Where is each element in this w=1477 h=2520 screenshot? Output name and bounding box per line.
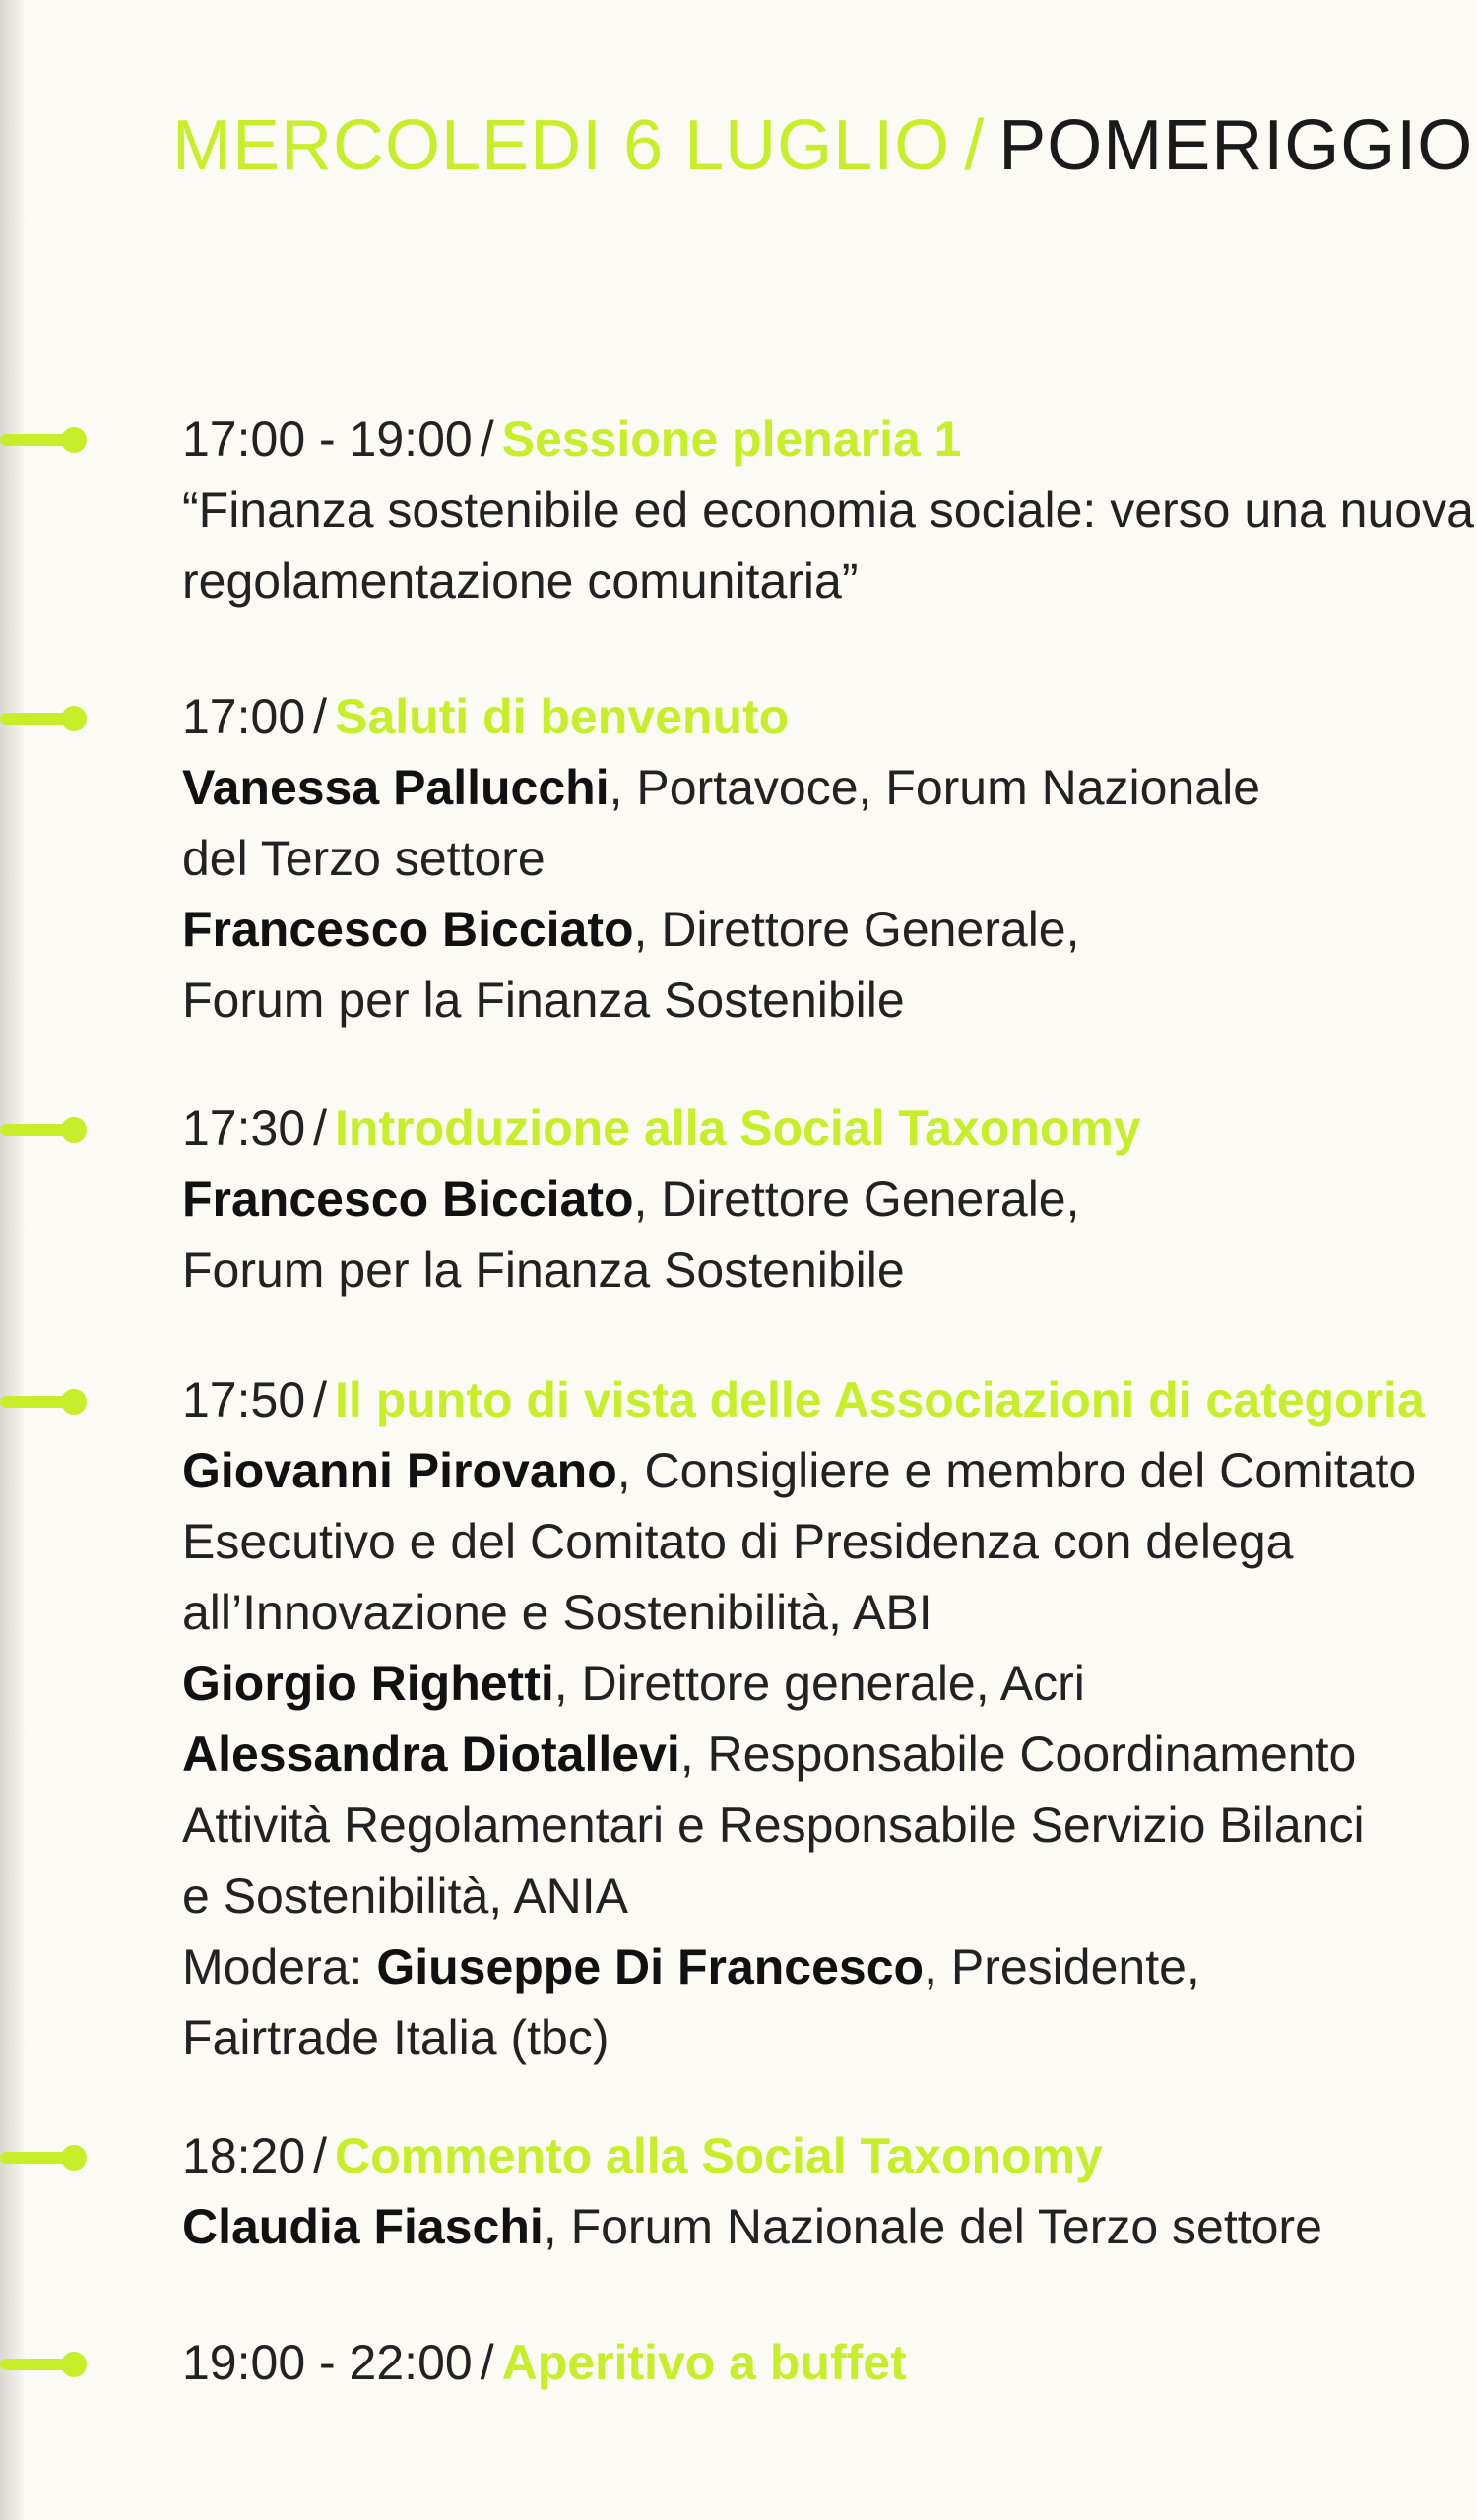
speaker-role: , Forum Nazionale del Terzo settore <box>543 2199 1322 2254</box>
speaker-role: Attività Regolamentari e Responsabile Servizio Bilanci <box>182 1797 1365 1853</box>
moderator-prefix: Modera: <box>182 1939 377 1994</box>
event-description: “Finanza sostenibile ed economia sociale: verso una nuova <box>182 482 1474 537</box>
speaker-name: Vanessa Pallucchi <box>182 760 610 815</box>
event-aperitif <box>182 2327 1452 2398</box>
speaker-name: Giorgio Righetti <box>182 1656 554 1711</box>
event-time: 17:50 <box>182 1372 306 1427</box>
timeline-marker-icon <box>0 434 79 446</box>
speaker-role: , Responsabile Coordinamento <box>679 1727 1357 1782</box>
event-time: 17:30 <box>182 1101 306 1156</box>
event-plenary-session <box>182 404 1474 616</box>
speaker-role: del Terzo settore <box>182 831 546 886</box>
event-title: Sessione plenaria 1 <box>501 411 962 467</box>
speaker-name: Francesco Bicciato <box>182 1171 634 1227</box>
timeline-marker-icon <box>0 2152 79 2164</box>
speaker-role: all’Innovazione e Sostenibilità, ABI <box>182 1585 932 1640</box>
page-title <box>172 106 1474 185</box>
event-comment <box>182 2120 1452 2262</box>
event-time: 17:00 <box>182 689 306 744</box>
event-associations <box>182 1364 1452 2073</box>
event-title: Saluti di benvenuto <box>335 689 790 744</box>
event-separator: / <box>313 1101 328 1156</box>
title-day: MERCOLEDI 6 LUGLIO <box>172 106 951 185</box>
page-edge <box>0 0 26 2520</box>
speaker-name: Alessandra Diotallevi <box>182 1727 680 1782</box>
event-separator: / <box>480 411 494 467</box>
event-description: regolamentazione comunitaria” <box>182 553 859 608</box>
event-separator: / <box>313 689 328 744</box>
timeline-marker-icon <box>0 2359 79 2370</box>
timeline-marker-icon <box>0 1124 79 1136</box>
event-title: Il punto di vista delle Associazioni di categoria <box>335 1372 1425 1427</box>
title-period: POMERIGGIO <box>998 106 1474 185</box>
moderator-role: Fairtrade Italia (tbc) <box>182 2010 610 2065</box>
timeline-marker-icon <box>0 1396 79 1408</box>
speaker-role: , Direttore generale, Acri <box>553 1656 1085 1711</box>
title-separator: / <box>964 106 986 185</box>
speaker-role: Forum per la Finanza Sostenibile <box>182 973 905 1028</box>
speaker-role: , Direttore Generale, <box>633 902 1080 957</box>
moderator-name: Giuseppe Di Francesco <box>376 1939 925 1994</box>
event-separator: / <box>480 2335 494 2390</box>
speaker-name: Giovanni Pirovano <box>182 1443 617 1498</box>
event-separator: / <box>313 2128 328 2183</box>
speaker-role: e Sostenibilità, ANIA <box>182 1868 629 1923</box>
speaker-name: Francesco Bicciato <box>182 902 634 957</box>
speaker-role: , Direttore Generale, <box>633 1171 1080 1227</box>
speaker-role: , Portavoce, Forum Nazionale <box>609 760 1260 815</box>
event-title: Introduzione alla Social Taxonomy <box>335 1101 1141 1156</box>
speaker-role: , Consigliere e membro del Comitato <box>616 1443 1417 1498</box>
event-title: Aperitivo a buffet <box>501 2335 907 2390</box>
speaker-role: Esecutivo e del Comitato di Presidenza con delega <box>182 1514 1294 1569</box>
event-title: Commento alla Social Taxonomy <box>335 2128 1103 2183</box>
event-separator: / <box>313 1372 328 1427</box>
event-time: 19:00 - 22:00 <box>182 2335 473 2390</box>
speaker-name: Claudia Fiaschi <box>182 2199 544 2254</box>
speaker-role: Forum per la Finanza Sostenibile <box>182 1242 905 1297</box>
event-introduction <box>182 1093 1452 1305</box>
event-time: 18:20 <box>182 2128 306 2183</box>
moderator-role: , Presidente, <box>924 1939 1200 1994</box>
timeline-marker-icon <box>0 713 79 724</box>
event-time: 17:00 - 19:00 <box>182 411 473 467</box>
event-welcome <box>182 681 1452 1036</box>
